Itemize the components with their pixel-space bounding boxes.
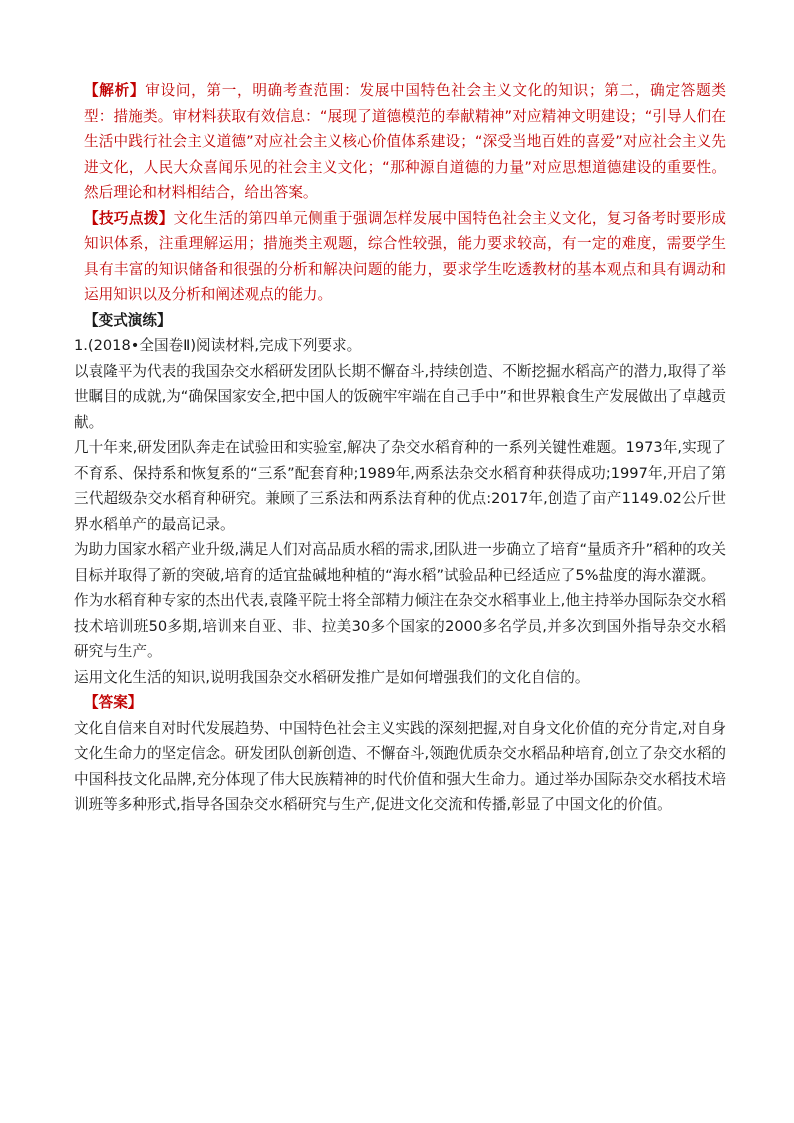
practice-heading: 【变式演练】 <box>84 311 172 329</box>
material-paragraph-3: 为助力国家水稻产业升级,满足人们对高品质水稻的需求,团队进一步确立了培育“量质齐升”稻种的攻关目标并取得了新的突破,培育的适宜盐碱地种植的“海水稻”试验品种已经适应了5%盐度的海水灌溉。 <box>74 541 726 584</box>
tips-text: 文化生活的第四单元侧重于强调怎样发展中国特色社会主义文化，复习备考时要形成知识体系，注重理解运用；措施类主观题，综合性较强，能力要求较高，有一定的难度，需要学生具有丰富的知识储备和很强的分析和解决问题的能力，要求学生吃透教材的基本观点和具有调动和运用知识以及分析和阐述观点的能力。 <box>84 209 726 303</box>
question-intro: 1.(2018•全国卷Ⅱ)阅读材料,完成下列要求。 <box>74 337 362 354</box>
tips-label: 【技巧点拨】 <box>84 209 174 227</box>
tips-paragraph <box>74 206 726 308</box>
material-paragraph-4: 作为水稻育种专家的杰出代表,袁隆平院士将全部精力倾注在杂交水稻事业上,他主持举办国际杂交水稻技术培训班50多期,培训来自亚、非、拉美30多个国家的2000多名学员,并多次到国外指导杂交水稻研究与生产。 <box>74 592 726 660</box>
material-paragraph-2: 几十年来,研发团队奔走在试验田和实验室,解决了杂交水稻育种的一系列关键性难题。1973年,实现了不育系、保持系和恢复系的“三系”配套育种;1989年,两系法杂交水稻育种获得成功;1997年,开启了第三代超级杂交水稻育种研究。兼顾了三系法和两系法育种的优点:2017年,创造了亩产1149.02公斤世界水稻单产的最高记录。 <box>74 439 726 533</box>
question-requirement: 运用文化生活的知识,说明我国杂交水稻研发推广是如何增强我们的文化自信的。 <box>74 668 590 686</box>
document-page <box>74 78 726 818</box>
analysis-paragraph <box>74 78 726 206</box>
analysis-label: 【解析】 <box>84 82 146 99</box>
answer-heading: 【答案】 <box>84 694 143 711</box>
analysis-text: 审设问，第一，明确考查范围：发展中国特色社会主义文化的知识；第二，确定答题类型：措施类。审材料获取有效信息：“展现了道德模范的奉献精神”对应精神文明建设；“引导人们在生活中践行社会主义道德”对应社会主义核心价值体系建设；“深受当地百姓的喜爱”对应社会主义先进文化，人民大众喜闻乐见的社会主义文化；“那种源自道德的力量”对应思想道德建设的重要性。然后理论和材料相结合，给出答案。 <box>84 82 726 201</box>
material-paragraph-1: 以袁隆平为代表的我国杂交水稻研发团队长期不懈奋斗,持续创造、不断挖掘水稻高产的潜力,取得了举世瞩目的成就,为“确保国家安全,把中国人的饭碗牢牢端在自己手中”和世界粮食生产发展做出了卓越贡献。 <box>74 362 726 431</box>
answer-text: 文化自信来自对时代发展趋势、中国特色社会主义实践的深刻把握,对自身文化价值的充分肯定,对自身文化生命力的坚定信念。研发团队创新创造、不懈奋斗,领跑优质杂交水稻品种培育,创立了杂交水稻的中国科技文化品牌,充分体现了伟大民族精神的时代价值和强大生命力。通过举办国际杂交水稻技术培训班等多种形式,指导各国杂交水稻研究与生产,促进文化交流和传播,彰显了中国文化的价值。 <box>74 719 726 813</box>
